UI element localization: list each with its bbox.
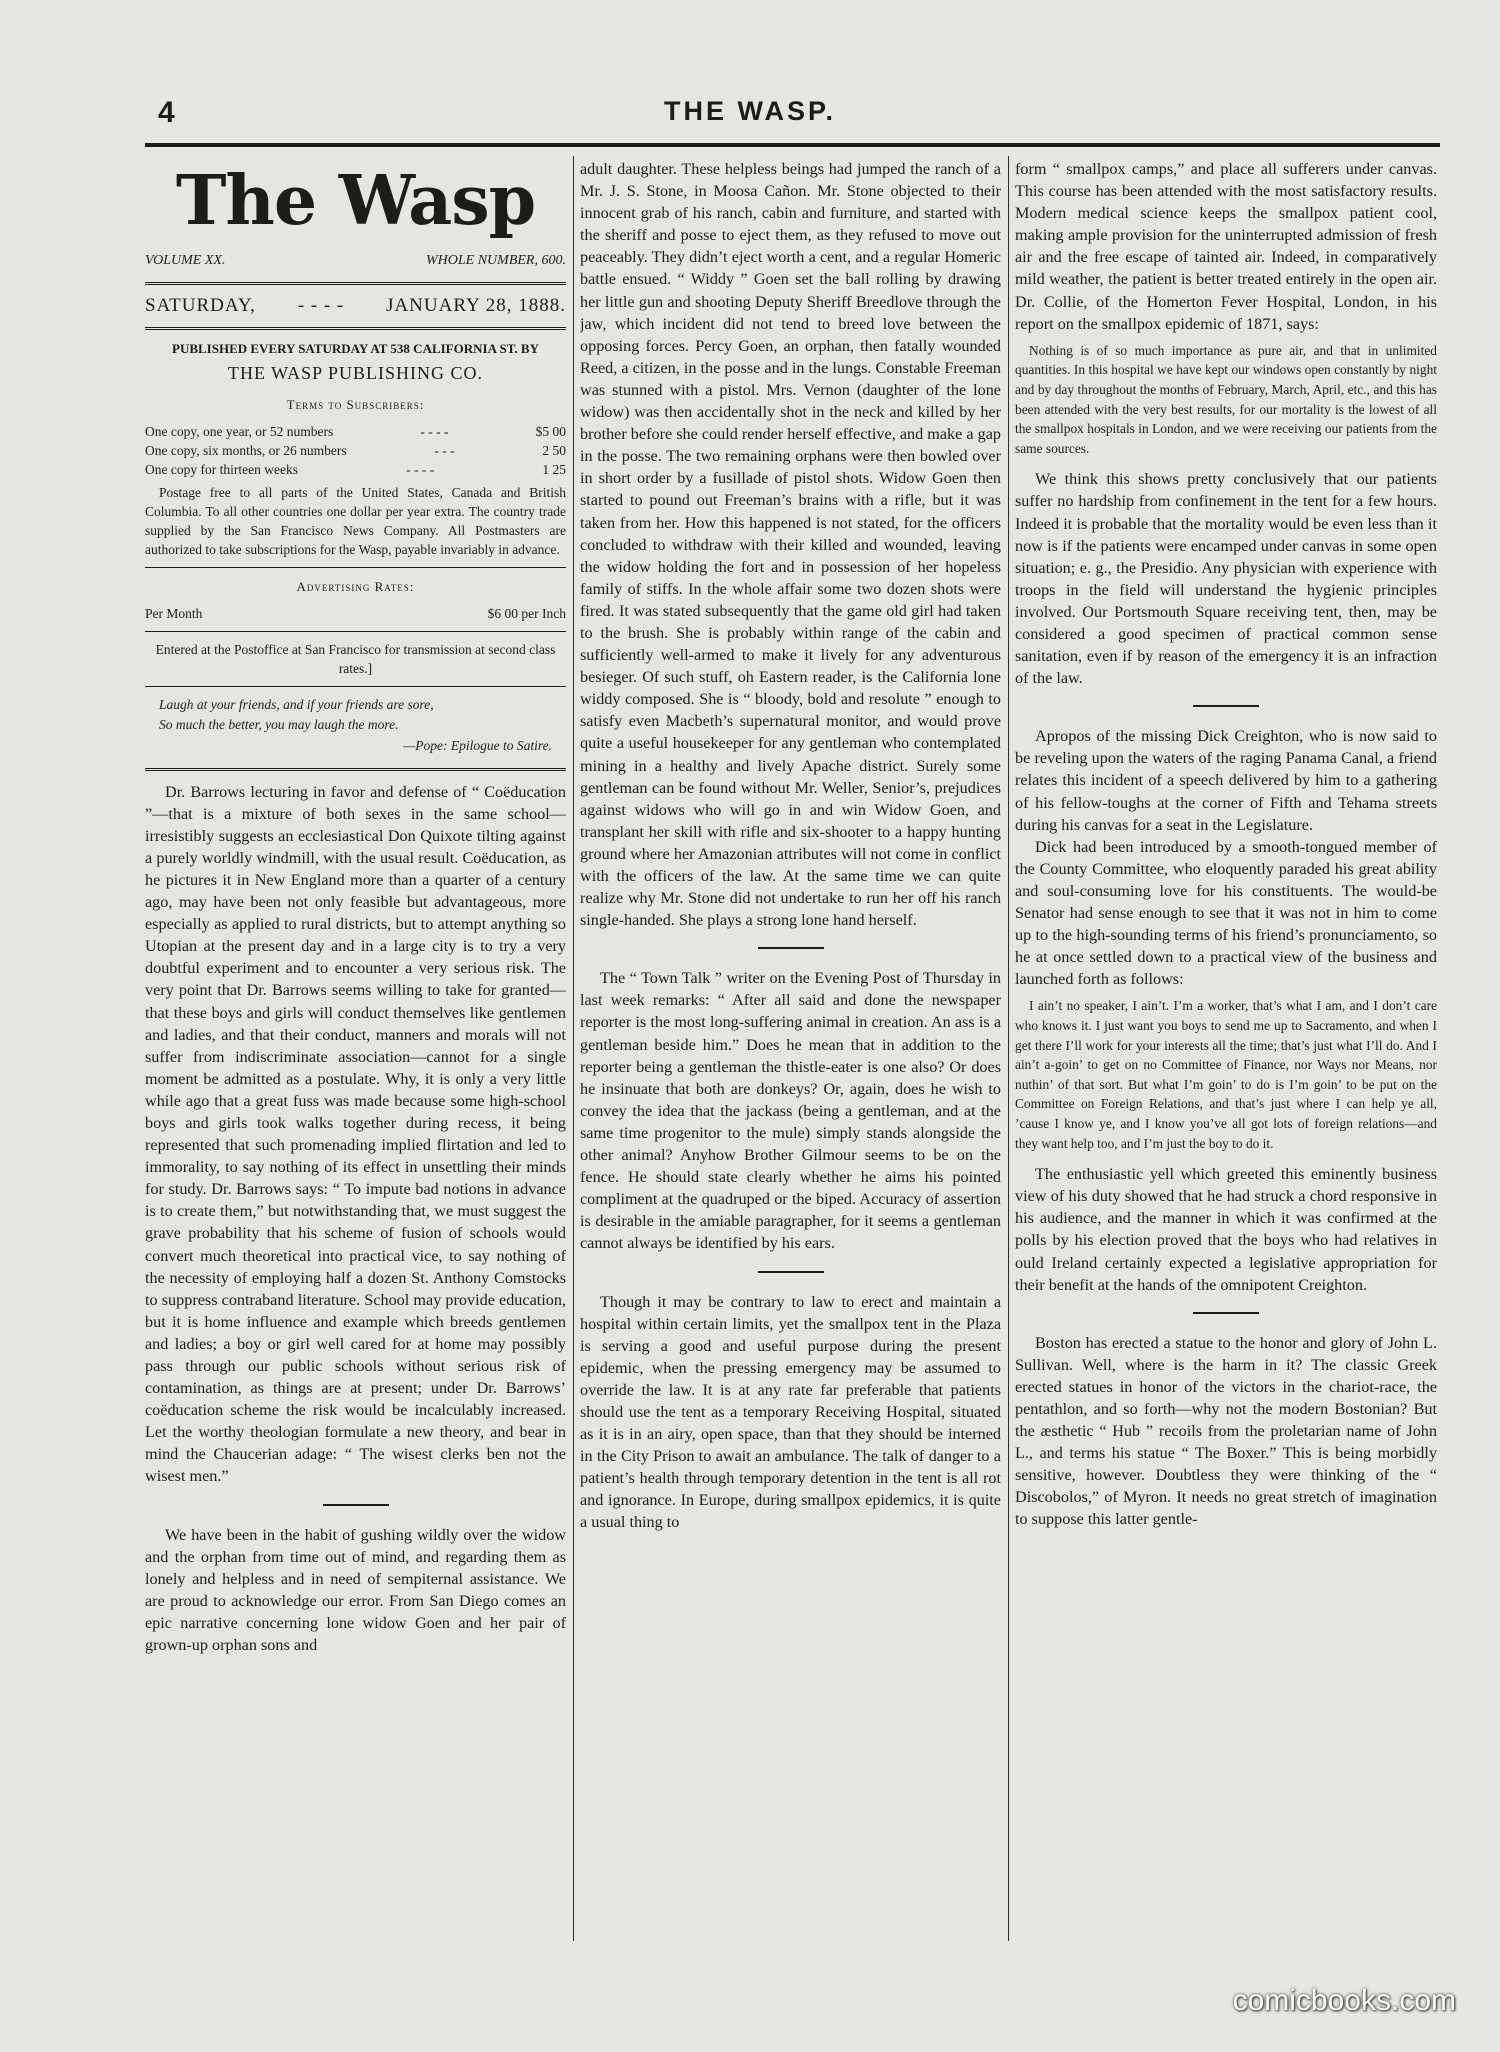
per-month-price: $6 00 per Inch bbox=[487, 606, 566, 622]
article-widow: We have been in the habit of gushing wildly over the widow and the orphan from time out of mind, and regarding them as lonely and helpless and in need of sempiternal assistance. We are proud to acknowledge our error. From San Diego comes an epic narrative concerning lone widow Goen and her pair of grown-up orphan sons and bbox=[145, 1525, 566, 1655]
column-1 bbox=[145, 158, 566, 1938]
top-rule bbox=[145, 143, 1440, 147]
divider bbox=[145, 631, 566, 632]
term-item: One copy for thirteen weeks bbox=[145, 462, 298, 478]
terms-heading: Terms to Subscribers: bbox=[286, 397, 425, 413]
term-price: 1 25 bbox=[542, 462, 566, 478]
column-rule-2 bbox=[1008, 156, 1009, 1941]
motto-line: So much the better, you may laugh the more. bbox=[159, 717, 399, 733]
article-creighton-intro: Dick had been introduced by a smooth-tongued member of the County Committee, who eloquently paraded his great ability and soul-consuming love for his constituents. The would-be Senator had sense enough to see that it was not in him to come up to the high-sounding terms of his friend’s pronunciamento, so he at once settled down to a practical view of the business and launched forth as follows: bbox=[1015, 837, 1437, 989]
article-creighton-conclusion: The enthusiastic yell which greeted this eminently business view of his duty showed that he had struck a chord responsive in his audience, and the manner in which it was confirmed at the polls by his election proved that the boys who had relatives in ould Ireland certainly expected a legislative appropriation for their benefit at the hands of the omnipotent Creighton. bbox=[1015, 1165, 1437, 1294]
section-separator bbox=[1193, 1312, 1259, 1314]
article-creighton: Apropos of the missing Dick Creighton, who is now said to be reveling upon the waters of the raging Panama Canal, a friend relates this incident of a speech delivered by him to a gathering of his fellow-toughs at the corner of Fifth and Tehama streets during his canvas for a seat in the Legislature. bbox=[1015, 727, 1437, 834]
term-dots: - - - - bbox=[406, 462, 435, 478]
divider bbox=[145, 686, 566, 687]
day: SATURDAY, bbox=[145, 295, 256, 317]
term-dots: - - - bbox=[434, 443, 455, 459]
advertising-row bbox=[145, 604, 566, 623]
article-town-talk: The “ Town Talk ” writer on the Evening Post of Thursday in last week remarks: “ After all said and done the newspaper reporter is the most long-suffering animal in creation. An ass is a gentleman beside him.” Does he mean that in addition to the reporter being a gentleman the thistle-eater is one also? Or does he insinuate that both are donkeys? Or, again, does he wish to convey the idea that the jackass (being a gentleman, and at the same time progenitor to the mule) simply stands alongside the other animal? Anyhow Brother Gilmour seems to be on the fence. He should state clearly whether he aims his pointed compliment at the quadruped or the biped. Accuracy of assertion is desirable in the amiable paragrapher, for it seems a gentleman cannot always be identified by his ears. bbox=[580, 969, 1001, 1253]
article-smallpox-conclusion: We think this shows pretty conclusively that our patients suffer no hardship from confinement in the tent for a few hours. Indeed it is probable that the mortality would be even less than it now is if the patients were encamped under canvas in some open situation; e. g., the Presidio. Any physician with experience with troops in the field will understand the hygienic principles involved. Our Portsmouth Square receiving tent, then, may be considered a good specimen of practical common sense sanitation, even if by reason of the emergency it is an infraction of the law. bbox=[1015, 470, 1437, 688]
term-row bbox=[145, 441, 566, 460]
entered-notice: Entered at the Postoffice at San Francisco for transmission at second class rates.] bbox=[155, 642, 556, 677]
article-boston: Boston has erected a statue to the honor and glory of John L. Sullivan. Well, where is the harm in it? The classic Greek erected statues in honor of the victors in the chariot-race, the pentathlon, and so forth—why not the modern Bostonian? But the æsthetic “ Hub ” recoils from the proletarian name of John L., and terms his statue “ The Boxer.” This is being morbidly sensitive, however. Doubtless they were thinking of the “ Discobolos,” of Myron. It needs no great stretch of imagination to suppose this latter gentle- bbox=[1015, 1333, 1437, 1529]
masthead-logo: The Wasp bbox=[175, 161, 536, 241]
term-row bbox=[145, 422, 566, 441]
issue-date: JANUARY 28, 1888. bbox=[386, 295, 566, 317]
postage-note: Postage free to all parts of the United States, Canada and British Columbia. To all other countries one dollar per year extra. The country trade supplied by the San Francisco News Company. All Postmasters are authorized to take subscriptions for the Wasp, payable invariably in advance. bbox=[145, 485, 566, 558]
divider bbox=[145, 282, 566, 285]
term-row bbox=[145, 460, 566, 479]
section-separator bbox=[758, 1271, 824, 1273]
divider bbox=[145, 567, 566, 568]
motto-line: Laugh at your friends, and if your friends are sore, bbox=[159, 697, 434, 713]
divider bbox=[145, 327, 566, 330]
article-barrows: Dr. Barrows lecturing in favor and defense of “ Coëducation ”—that is a mixture of both sexes in the same school—irresistibly suggests an ecclesiastical Don Quixote tilting against a purely worldly windmill, with the usual result. Coëducation, as he pictures it in New England more than a quarter of a century ago, may have been not only feasible but advantageous, more especially as applied to rural districts, but to attempt anything so Utopian at the present day and in a large city is to try a very doubtful experiment and to encounter a very serious risk. The very point that Dr. Barrows seems willing to take for granted—that these boys and girls will conduct themselves like gentlemen and ladies, and that their conduct, manners and morals will not suffer from indiscriminate association—cannot for a single moment be admitted as a postulate. Why, it is only a very little while ago that a great fuss was made because some high-school boys and girls took walks together during recess, it being represented that such promenading implied flirtation and led to immorality, to say nothing of its effect in unsettling their minds for study. Dr. Barrows says: “ To impute bad notions in advance is to create them,” but notwithstanding that, we must suggest the grave probability that his scheme of fusion of schools would convert much theoretical into practical vice, to say nothing of the necessity of employing half a dozen St. Anthony Comstocks to suppress contraband literature. School may provide education, but it is home influence and example which breeds gentlemen and ladies; a boy or girl well cared for at home may possibly pass through our public schools without serious risk of contamination, as things are at present; under Dr. Barrows’ coëducation scheme the risk would be incalculably increased. Let the worthy theologian formulate a new theory, and bear in mind the Chaucerian adage: “ The wisest clerks ben not the wisest men.” bbox=[145, 782, 566, 1486]
article-widow-continued: adult daughter. These helpless beings had jumped the ranch of a Mr. J. S. Stone, in Moosa Cañon. Mr. Stone objected to their innocent grab of his ranch, cabin and furniture, and started with the sheriff and posse to eject them, as they refused to move out peaceably. They didn’t eject worth a cent, and a regular Homeric battle ensued. “ Widdy ” Goen set the ball rolling by drawing her little gun and shooting Deputy Sheriff Breedlove through the jaw, which incident did not tend to breed love between the opposing forces. Percy Goen, an orphan, then fatally wounded Reed, a citizen, in the posse and in the lungs. Constable Freeman was stunned with a pistol. Mrs. Vernon (daughter of the lone widow) was then accidentally shot in the neck and killed by her brother before she could render herself effective, and make a gap in the posse. The two remaining orphans were then bowled over in short order by a fusillade of pistol shots. Widow Goen then started to pound out Freeman’s brains with a rifle, but it was taken from her. How this happened is not stated, for the officers concluded to withdraw with their killed and wounded, leaving the widow holding the fort and in possession of her hopeless family of stiffs. In the whole affair some two dozen shots were fired. It was stated subsequently that the game old girl had taken to the brush. She is probably within range of the cabin and sufficiently well-armed to make it lively for any adventurous besieger. Of such stuff, oh Eastern reader, is the California lone widdy composed. She is “ bloody, bold and resolute ” enough to satisfy even Macbeth’s supernatural monitor, and would prove quite a useful housekeeper for any gentleman who contemplated mining in a healthy and lively Apache district. Surely some gentleman can be found without Mr. Weller, Senior’s, prejudices against widows who will go in and win Widow Goen, and transplant her skill with rifle and six-shooter to a happy hunting ground where her Amazonian attributes will not come in conflict with the officers of the law. At the same time we can quite realize why Mr. Stone did not undertake to run her off his ranch single-handed. She plays a strong lone hand herself. bbox=[580, 160, 1001, 930]
divider bbox=[145, 768, 566, 771]
motto-citation: —Pope: Epilogue to Satire. bbox=[403, 738, 552, 754]
published-line: PUBLISHED EVERY SATURDAY AT 538 CALIFORNIA ST. BY bbox=[172, 341, 539, 357]
page-number: 4 bbox=[158, 96, 175, 129]
section-separator bbox=[758, 947, 824, 949]
term-dots: - - - - bbox=[420, 424, 449, 440]
term-price: $5 00 bbox=[535, 424, 566, 440]
masthead-meta bbox=[145, 250, 566, 272]
date-line bbox=[145, 295, 566, 317]
column-2 bbox=[580, 158, 1001, 1938]
running-head: THE WASP. bbox=[663, 96, 837, 126]
date-dashes: - - - - bbox=[297, 295, 345, 317]
column-rule-1 bbox=[573, 156, 574, 1941]
section-separator bbox=[1193, 705, 1259, 707]
article-smallpox: Though it may be contrary to law to erect and maintain a hospital within certain limits, yet the smallpox tent in the Plaza is serving a good and useful purpose during the present epidemic, when the pressing emergency may be assumed to override the law. It is at any rate far preferable that patients should use the tent as a temporary Receiving Hospital, situated as it is in an airy, open space, than that they should be interned in the City Prison to await an ambulance. The talk of danger to a patient’s health through temporary detention in the tent is all rot and ignorance. In Europe, during smallpox epidemics, it is quite a usual thing to bbox=[580, 1292, 1001, 1532]
smallpox-quote: Nothing is of so much importance as pure air, and that in unlimited quantities. In this hospital we have kept our windows open constantly by night and by day throughout the months of February, March, April, etc., and this has been attended with the very best results, for our mortality is the lowest of all the smallpox hospitals in London, and we were receiving our patients from the same sources. bbox=[1015, 342, 1437, 456]
creighton-speech-quote: I ain’t no speaker, I ain’t. I’m a worker, that’s what I am, and I don’t care who knows it. I just want you boys to send me up to Sacramento, and when I get there I’ll work for your interests all the time; that’s just what I’ll do. And I ain’t a-goin’ to get on no Committee of Finance, nor Ways nor Means, nor nuthin’ of that sort. But what I’m goin’ to do is I’m goin’ to be put on the Committee on Foreign Relations, and that’s just where I can help ye all, ’cause I know ye, and I know you’ve all got lots of foreign relations—and they want help too, and I’m just the boy to do it. bbox=[1015, 998, 1437, 1151]
advertising-heading: Advertising Rates: bbox=[296, 579, 415, 595]
term-item: One copy, six months, or 26 numbers bbox=[145, 443, 347, 459]
term-price: 2 50 bbox=[542, 443, 566, 459]
per-month-label: Per Month bbox=[145, 606, 203, 622]
whole-number: WHOLE NUMBER, 600. bbox=[426, 253, 566, 268]
watermark: comicbooks.com bbox=[1232, 1984, 1456, 2017]
term-item: One copy, one year, or 52 numbers bbox=[145, 424, 334, 440]
article-smallpox-continued: form “ smallpox camps,” and place all sufferers under canvas. This course has been attended with the most satisfactory results. Modern medical science keeps the smallpox patient cool, making ample provision for the uninterrupted admission of fresh air and the free escape of tainted air. Indeed, in comparatively mild weather, the patient is better treated entirely in the open air. Dr. Collie, of the Homerton Fever Hospital, London, in his report on the smallpox epidemic of 1871, says: bbox=[1015, 160, 1437, 333]
publisher: THE WASP PUBLISHING CO. bbox=[227, 363, 484, 384]
volume: VOLUME XX. bbox=[145, 253, 226, 268]
column-3 bbox=[1015, 158, 1437, 1938]
section-separator bbox=[323, 1504, 389, 1506]
